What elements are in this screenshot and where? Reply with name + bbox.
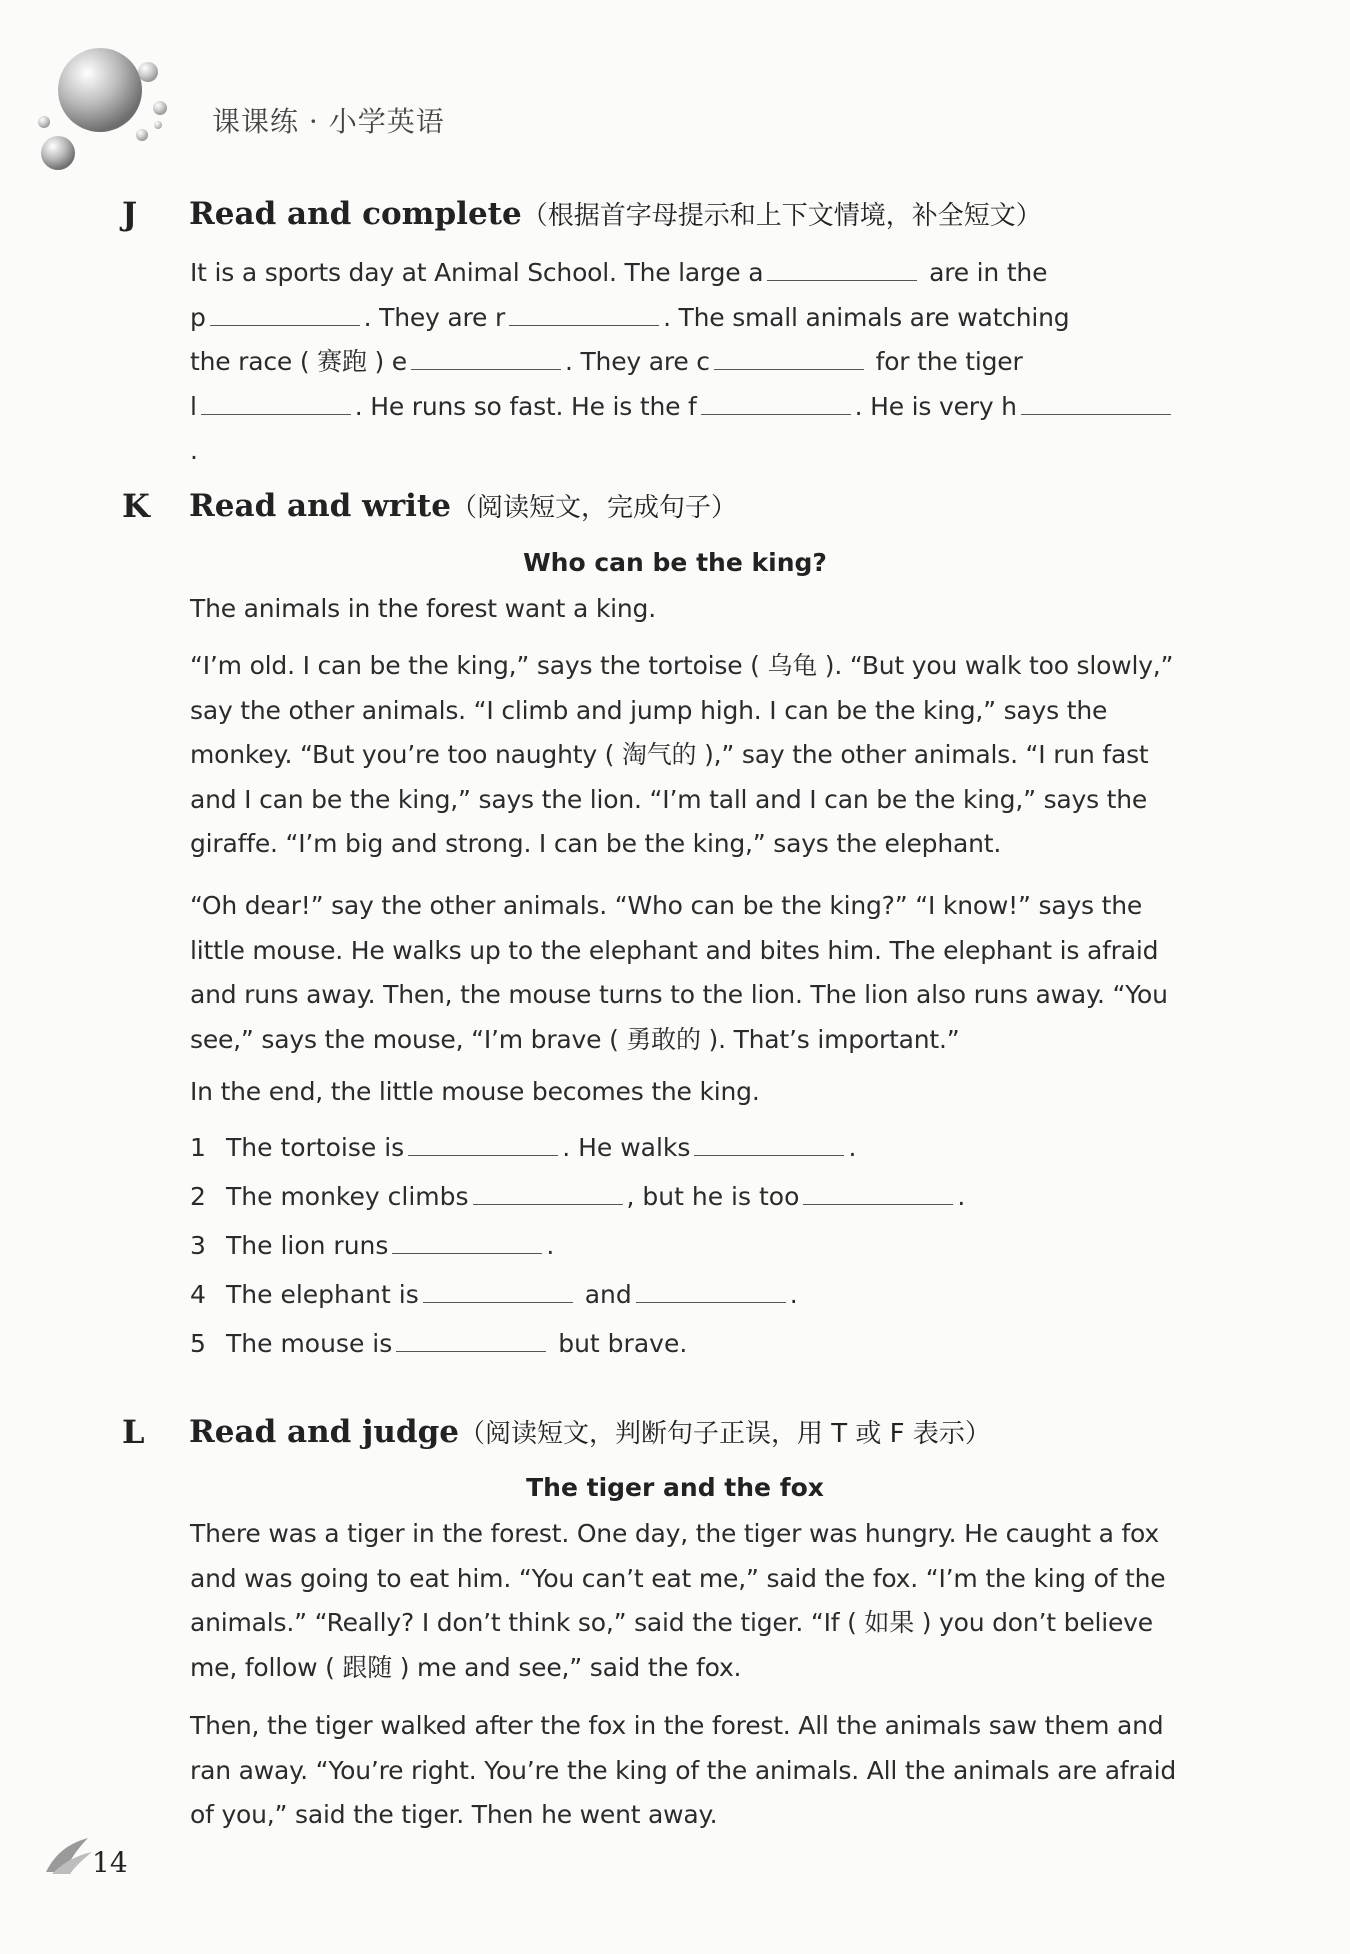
answer-blank[interactable] — [408, 1153, 558, 1156]
text-segment: and — [576, 1280, 632, 1309]
section-title — [189, 487, 737, 524]
text-segment: . He walks — [562, 1133, 691, 1162]
cloze-line — [190, 340, 1180, 385]
text-segment: It is a sports day at Animal School. The large a — [190, 258, 764, 287]
question-item — [190, 1133, 856, 1162]
question-item — [190, 1231, 554, 1260]
story-paragraph: In the end, the little mouse becomes the king. — [190, 1077, 760, 1106]
answer-blank[interactable] — [1021, 412, 1171, 415]
answer-blank[interactable] — [714, 367, 864, 370]
cloze-line — [190, 385, 1180, 474]
leaf-decoration-icon — [44, 1836, 94, 1876]
answer-blank[interactable] — [767, 278, 917, 281]
story-paragraph: There was a tiger in the forest. One day, the tiger was hungry. He caught a fox and was going to eat him. “You can’t eat me,” said the fox. “I’m the king of the animals.” “Really? I don’t think so,” said the tiger. “If ( 如果 ) you don’t believe me, follow ( 跟随 ) me and see,” said the fox. — [190, 1519, 1166, 1682]
section-title-en: Read and judge — [189, 1414, 459, 1450]
section-title-en: Read and write — [189, 488, 451, 524]
text-segment: p — [190, 302, 206, 332]
question-item — [190, 1182, 965, 1211]
answer-blank[interactable] — [392, 1251, 542, 1254]
story-title: The tiger and the fox — [526, 1473, 824, 1502]
section-title-cn: （根据首字母提示和上下文情境，补全短文） — [521, 201, 1042, 231]
text-segment: The elephant is — [226, 1280, 419, 1309]
question-number: 4 — [190, 1280, 206, 1309]
text-segment: The mouse is — [226, 1329, 393, 1358]
text-segment: . — [957, 1182, 966, 1211]
text-segment: , but he is too — [626, 1182, 800, 1211]
answer-blank[interactable] — [396, 1349, 546, 1352]
story-paragraph: The animals in the forest want a king. — [190, 594, 656, 623]
section-letter: L — [122, 1413, 145, 1451]
answer-blank[interactable] — [701, 412, 851, 415]
text-segment: for the tiger — [867, 347, 1023, 376]
header-title: 课课练 · 小学英语 — [212, 105, 445, 138]
text-segment: . — [546, 1231, 555, 1260]
section-letter: J — [122, 195, 138, 233]
answer-blank[interactable] — [473, 1202, 623, 1205]
text-segment: . — [789, 1280, 798, 1309]
question-number: 5 — [190, 1329, 206, 1358]
answer-blank[interactable] — [210, 323, 360, 326]
text-segment: l — [190, 391, 197, 421]
answer-blank[interactable] — [636, 1300, 786, 1303]
answer-blank[interactable] — [803, 1202, 953, 1205]
question-number: 2 — [190, 1182, 206, 1211]
cloze-line — [190, 296, 1180, 341]
story-paragraph: “I’m old. I can be the king,” says the tortoise ( 乌龟 ). “But you walk too slowly,” say the other animals. “I climb and jump high. I can be the king,” says the monkey. “But you’re too naughty ( 淘气的 ),” say the other animals. “I run fast and I can be the king,” says the lion. “I’m tall and I can be the king,” says the giraffe. “I’m big and strong. I can be the king,” says the elephant. — [190, 651, 1174, 858]
story-title: Who can be the king? — [523, 548, 827, 577]
text-segment: but brave. — [550, 1329, 688, 1358]
answer-blank[interactable] — [694, 1153, 844, 1156]
section-letter: K — [122, 487, 150, 525]
text-segment: . He runs so fast. He is the f — [354, 391, 697, 421]
section-title-cn: （阅读短文，完成句子） — [450, 493, 737, 523]
section-title-en: Read and complete — [189, 196, 522, 232]
text-segment: . He is very h — [854, 391, 1017, 421]
section-title — [189, 195, 1042, 232]
cloze-line — [190, 251, 1180, 296]
text-segment: are in the — [921, 258, 1048, 287]
text-segment: The tortoise is — [226, 1133, 405, 1162]
text-segment: the race ( 赛跑 ) e — [190, 347, 407, 376]
question-number: 1 — [190, 1133, 206, 1162]
text-segment: The lion runs — [226, 1231, 389, 1260]
answer-blank[interactable] — [423, 1300, 573, 1303]
section-title-cn: （阅读短文，判断句子正误，用 T 或 F 表示） — [458, 1419, 991, 1449]
cloze-passage — [190, 251, 1180, 474]
section-title — [189, 1413, 991, 1450]
bubbles-decoration-icon — [30, 40, 210, 180]
question-number: 3 — [190, 1231, 206, 1260]
answer-blank[interactable] — [509, 323, 659, 326]
text-segment: . — [190, 436, 198, 465]
page-header — [30, 40, 530, 180]
answer-blank[interactable] — [411, 367, 561, 370]
text-segment: The monkey climbs — [226, 1182, 469, 1211]
page-number: 14 — [92, 1846, 128, 1879]
story-paragraph: “Oh dear!” say the other animals. “Who can be the king?” “I know!” says the little mouse. He walks up to the elephant and bites him. The elephant is afraid and runs away. Then, the mouse turns to the lion. The lion also runs away. “You see,” says the mouse, “I’m brave ( 勇敢的 ). That’s important.” — [190, 891, 1168, 1054]
text-segment: . They are c — [564, 347, 710, 376]
text-segment: . — [848, 1133, 857, 1162]
question-item — [190, 1329, 687, 1358]
answer-blank[interactable] — [201, 412, 351, 415]
text-segment: . The small animals are watching — [663, 302, 1070, 332]
text-segment: . They are r — [363, 302, 506, 332]
story-paragraph: Then, the tiger walked after the fox in the forest. All the animals saw them and ran away. “You’re right. You’re the king of the animals. All the animals are afraid of you,” said the tiger. Then he went away. — [190, 1711, 1177, 1829]
question-item — [190, 1280, 798, 1309]
